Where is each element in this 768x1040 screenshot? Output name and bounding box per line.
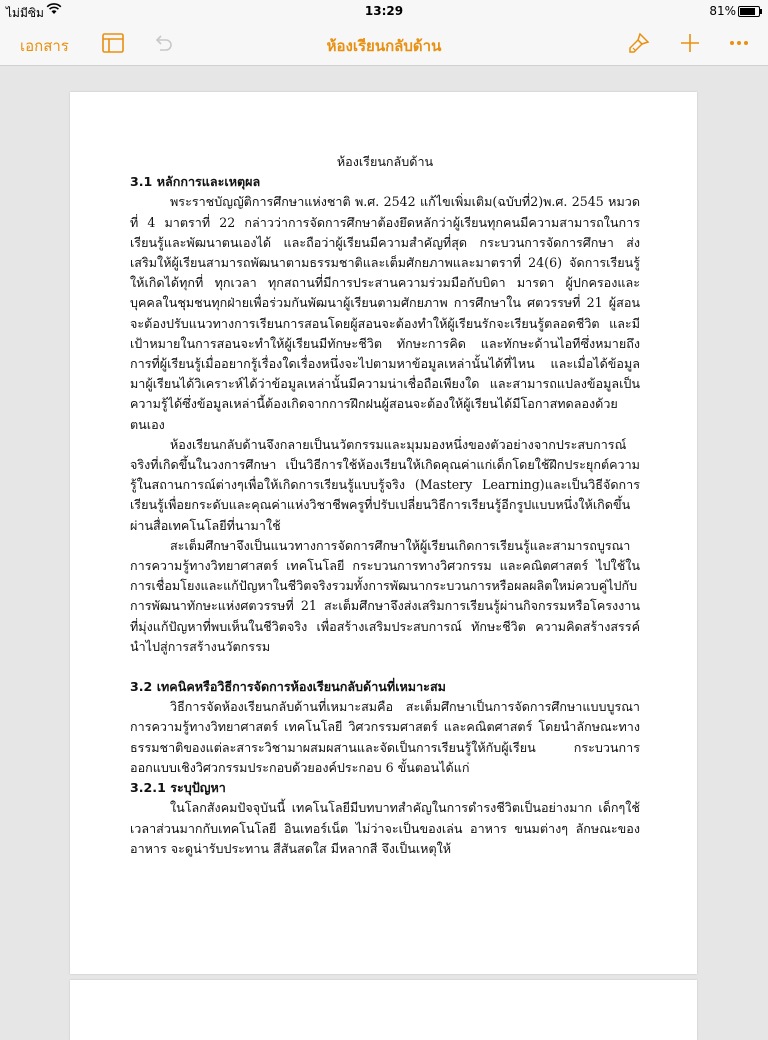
battery-fill [740, 8, 755, 15]
paragraph: ในโลกสังคมปัจจุบันนี้ เทคโนโลยีมีบทบาทสำคัญในการดำรงชีวิตเป็นอย่างมาก เด็กๆใช้เวลาส่วนมากกับเทคโนโลยี อินเทอร์เน็ต ไม่ว่าจะเป็นของเล่น อาหาร ขนมต่างๆ ลักษณะของอาหาร จะดูน่ารับประทาน สีสันสดใส มีหลากสี จึงเป็นเหตุให้ [130, 800, 640, 856]
add-icon[interactable] [677, 30, 703, 56]
undo-icon[interactable] [150, 30, 176, 56]
clock: 13:29 [364, 4, 404, 18]
more-icon[interactable] [726, 30, 752, 56]
documents-button[interactable]: เอกสาร [20, 37, 69, 55]
document-heading: ห้องเรียนกลับด้าน [336, 154, 434, 169]
section-heading: 3.2 เทคนิคหรือวิธีการจัดการห้องเรียนกลับด้านที่เหมาะสม [130, 679, 446, 695]
toolbar [0, 22, 768, 66]
battery-icon [738, 6, 760, 17]
sidebar-toggle-icon[interactable] [100, 30, 126, 56]
document-title-button[interactable] [260, 22, 508, 65]
carrier-label: ไม่มีซิม [6, 6, 44, 20]
status-bar [0, 0, 768, 22]
document-page[interactable] [70, 92, 697, 974]
next-document-page[interactable] [70, 980, 697, 1040]
paintbrush-icon[interactable] [626, 30, 652, 56]
subsection-heading: 3.2.1 ระบุปัญหา [130, 780, 226, 796]
paragraph: สะเต็มศึกษาจึงเป็นแนวทางการจัดการศึกษาให้ผู้เรียนเกิดการเรียนรู้และสามารถบูรณาการความรู้ทางวิทยาศาสตร์ เทคโนโลยี กระบวนการทางวิศวกรรม และคณิตศาสตร์ ไปใช้ในการเชื่อมโยงและแก้ปัญหาในชีวิตจริงรวมทั้งการพัฒนากระบวนการหรือผลผลิตใหม่ควบคู่ไปกับการพัฒนาทักษะแห่งศตวรรษที่ 21 สะเต็มศึกษาจึงส่งเสริมการเรียนรู้ผ่านกิจกรรมหรือโครงงานที่มุ่งแก้ปัญหาที่พบเห็นในชีวิตจริง เพื่อสร้างเสริมประสบการณ์ ทักษะชีวิต ความคิดสร้างสรรค์ นำไปสู่การสร้างนวัตกรรม [130, 537, 640, 654]
paragraph: วิธีการจัดห้องเรียนกลับด้านที่เหมาะสมคือ สะเต็มศึกษาเป็นการจัดการศึกษาแบบบูรณาการความรู้ทางวิทยาศาสตร์ เทคโนโลยี วิศวกรรมศาสตร์ และคณิตศาสตร์ โดยนำลักษณะทางธรรมชาติของแต่ละสาระวิชามาผสมผสานและจัดเป็นการเรียนรู้ให้กับผู้เรียน กระบวนการออกแบบเชิงวิศวกรรมประกอบด้วยองค์ประกอบ 6 ขั้นตอนได้แก่ [130, 699, 640, 775]
document-body[interactable] [130, 152, 640, 859]
paragraph: ห้องเรียนกลับด้านจึงกลายเป็นนวัตกรรมและมุมมองหนึ่งของตัวอย่างจากประสบการณ์จริงที่เกิดขึ้นในวงการศึกษา เป็นวิธีการใช้ห้องเรียนให้เกิดคุณค่าแก่เด็กโดยใช้ฝึกประยุกต์ความรู้ในสถานการณ์ต่างๆเพื่อให้เกิดการเรียนรู้แบบรู้จริง (Mastery Learning)และเป็นวิธีจัดการเรียนรู้เพื่อยกระดับและคุณค่าแห่งวิชาชีพครูที่ปรับเปลี่ยนวิธีการเรียนรู้อีกรูปแบบหนึ่งให้เกิดขึ้นผ่านสื่อเทคโนโลยีที่นามาใช้ [130, 436, 640, 533]
section-heading: 3.1 หลักการและเหตุผล [130, 174, 261, 190]
document-title: ห้องเรียนกลับด้าน [326, 37, 442, 55]
battery-percent: 81% [709, 4, 736, 18]
paragraph: พระราชบัญญัติการศึกษาแห่งชาติ พ.ศ. 2542 แก้ไขเพิ่มเติม(ฉบับที่2)พ.ศ. 2545 หมวดที่ 4 มาตราที่ 22 กล่าวว่าการจัดการศึกษาต้องยึดหลักว่าผู้เรียนทุกคนมีความสามารถในการเรียนรู้และพัฒนาตนเองได้ และถือว่าผู้เรียนมีความสำคัญที่สุด กระบวนการจัดการศึกษา ส่งเสริมให้ผู้เรียนสามารถพัฒนาตามธรรมชาติและเต็มศักยภาพและมาตราที่ 24(6) จัดการเรียนรู้ให้เกิดได้ทุกที่ ทุกเวลา ทุกสถานที่มีการประสานความร่วมมือกับบิดา มารดา ผู้ปกครองและบุคคลในชุมชนทุกฝ่ายเพื่อร่วมกันพัฒนาผู้เรียนตามศักยภาพ การศึกษาใน ศตวรรษที่ 21 ผู้สอนจะต้องปรับแนวทางการเรียนการสอนโดยผู้สอนจะต้องทำให้ผู้เรียนรักจะเรียนรู้ตลอดชีวิต และมีเป้าหมายในการสอนจะทำให้ผู้เรียนมีทักษะชีวิต ทักษะการคิด และทักษะด้านไอทีซึ่งหมายถึง การที่ผู้เรียนรู้เมื่ออยากรู้เรื่องใดเรื่องหนึ่งจะไปตามหาข้อมูลเหล่านั้นได้ที่ไหน และเมื่อได้ข้อมูลมาผู้เรียนได้วิเคราะห์ได้ว่าข้อมูลเหล่านั้นมีความน่าเชื่อถือเพียงใด และสามารถแปลงข้อมูลเป็นความรู้ได้ซึ่งข้อมูลเหล่านี้ต้องเกิดจากการฝึกฝนผู้สอนจะต้องให้ผู้เรียนได้มีโอกาสทดลองด้วยตนเอง [130, 194, 640, 432]
